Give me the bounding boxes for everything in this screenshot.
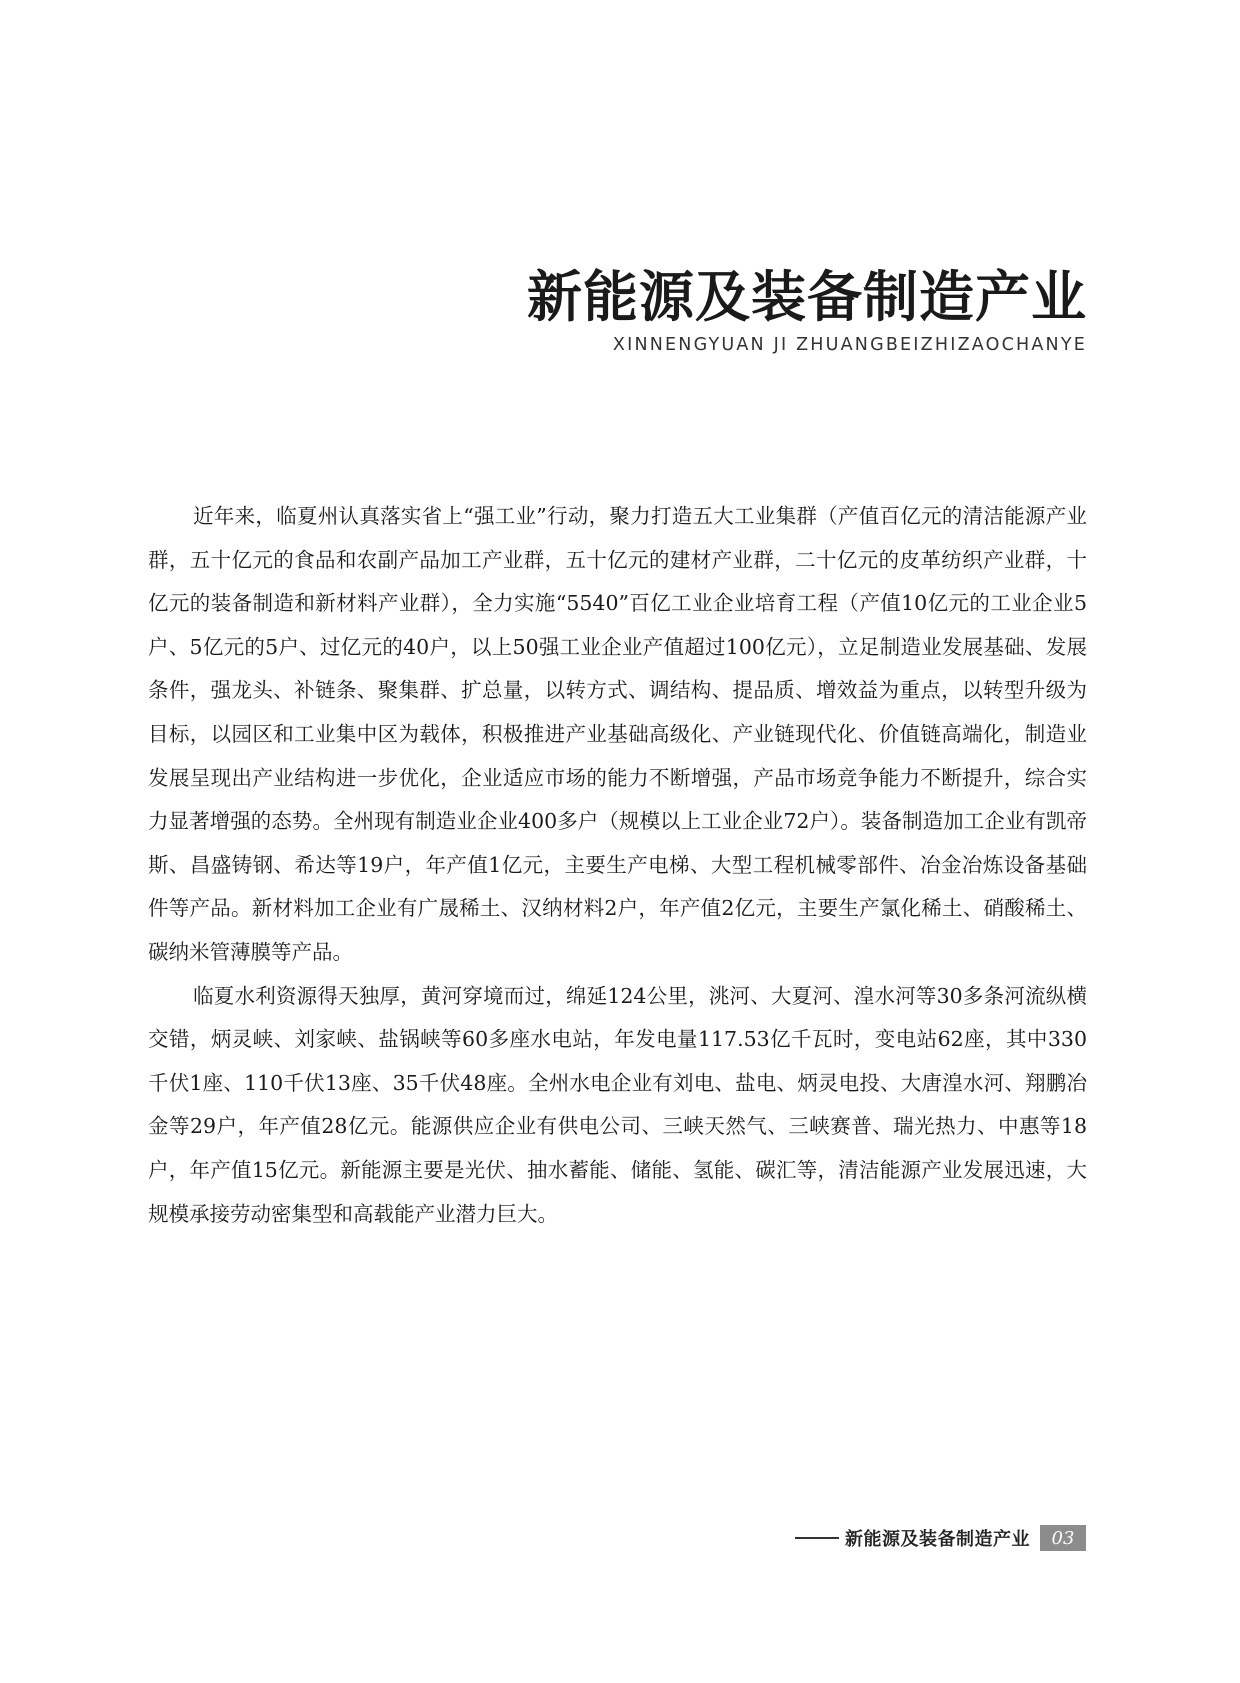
page-number: 03 (1051, 1527, 1075, 1549)
chapter-title-block (527, 262, 1087, 356)
page-number-box (1040, 1525, 1086, 1551)
footer-section-label: 新能源及装备制造产业 (845, 1529, 1030, 1550)
page-footer (795, 1525, 1086, 1551)
article-body (148, 495, 1087, 1236)
paragraph: 近年来，临夏州认真落实省上“强工业”行动，聚力打造五大工业集群（产值百亿元的清洁能源产业群，五十亿元的食品和农副产品加工产业群，五十亿元的建材产业群，二十亿元的皮革纺织产业群，十亿元的装备制造和新材料产业群），全力实施“5540”百亿工业企业培育工程（产值10亿元的工业企业5户、5亿元的5户、过亿元的40户，以上50强工业企业产值超过100亿元），立足制造业发展基础、发展条件，强龙头、补链条、聚集群、扩总量，以转方式、调结构、提品质、增效益为重点，以转型升级为目标，以园区和工业集中区为载体，积极推进产业基础高级化、产业链现代化、价值链高端化，制造业发展呈现出产业结构进一步优化，企业适应市场的能力不断增强，产品市场竞争能力不断提升，综合实力显著增强的态势。全州现有制造业企业400多户（规模以上工业企业72户）。装备制造加工企业有凯帝斯、昌盛铸钢、希达等19户，年产值1亿元，主要生产电梯、大型工程机械零部件、冶金冶炼设备基础件等产品。新材料加工企业有广晟稀土、汉纳材料2户，年产值2亿元，主要生产氯化稀土、硝酸稀土、碳纳米管薄膜等产品。 (148, 504, 1087, 964)
chapter-title: 新能源及装备制造产业 (526, 264, 1087, 329)
footer-rule (795, 1537, 839, 1539)
paragraph: 临夏水利资源得天独厚，黄河穿境而过，绵延124公里，洮河、大夏河、湟水河等30多条河流纵横交错，炳灵峡、刘家峡、盐锅峡等60多座水电站，年发电量117.53亿千瓦时，变电站62座，其中330千伏1座、110千伏13座、35千伏48座。全州水电企业有刘电、盐电、炳灵电投、大唐湟水河、翔鹏冶金等29户，年产值28亿元。能源供应企业有供电公司、三峡天然气、三峡赛普、瑞光热力、中惠等18户，年产值15亿元。新能源主要是光伏、抽水蓄能、储能、氢能、碳汇等，清洁能源产业发展迅速，大规模承接劳动密集型和高载能产业潜力巨大。 (148, 983, 1087, 1226)
chapter-title-pinyin: XINNENGYUAN JI ZHUANGBEIZHIZAOCHANYE (612, 335, 1087, 355)
